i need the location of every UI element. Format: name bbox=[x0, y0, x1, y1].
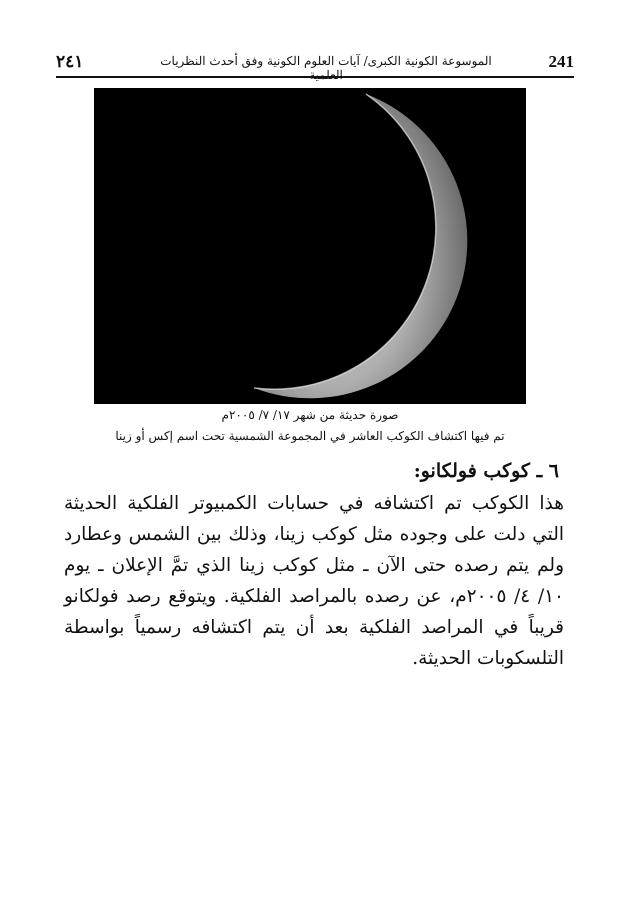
paragraph-line: قريباً في المراصد الفلكية بعد أن يتم اكتشافه رسمياً بواسطة bbox=[64, 617, 564, 638]
paragraph-line: ١٠/ ٤/ ٢٠٠٥م، عن رصده بالمراصد الفلكية. ويتوقع رصد فولكانو bbox=[64, 586, 564, 607]
paragraph-line: التي دلت على وجوده مثل كوكب زينا، وذلك بين الشمس وعطارد bbox=[64, 524, 564, 545]
figure-caption-date: صورة حديثة من شهر ١٧/ ٧/ ٢٠٠٥م bbox=[221, 408, 399, 422]
page-header bbox=[56, 52, 574, 82]
header-rule bbox=[56, 76, 574, 78]
page-number-latin: 241 bbox=[548, 52, 574, 71]
paragraph-line: هذا الكوكب تم اكتشافه في حسابات الكمبيوتر الفلكية الحديثة bbox=[64, 493, 564, 514]
running-title: الموسوعة الكونية الكبرى/ آيات العلوم الكونية وفق أحدث النظريات العلمية bbox=[160, 54, 492, 82]
crescent-photo bbox=[94, 88, 526, 404]
section-heading: ٦ ـ كوكب فولكانو: bbox=[413, 460, 559, 482]
paragraph-line: ولم يتم رصده حتى الآن ـ مثل كوكب زينا الذي تمَّ الإعلان ـ يوم bbox=[64, 555, 564, 576]
page-number-arabic: ٢٤١ bbox=[56, 52, 84, 72]
paragraph-line: التلسكوبات الحديثة. bbox=[412, 648, 564, 669]
figure-caption-description: تم فيها اكتشاف الكوكب العاشر في المجموعة الشمسية تحت اسم إكس أو زينا bbox=[115, 429, 505, 443]
crescent-image bbox=[94, 88, 526, 404]
